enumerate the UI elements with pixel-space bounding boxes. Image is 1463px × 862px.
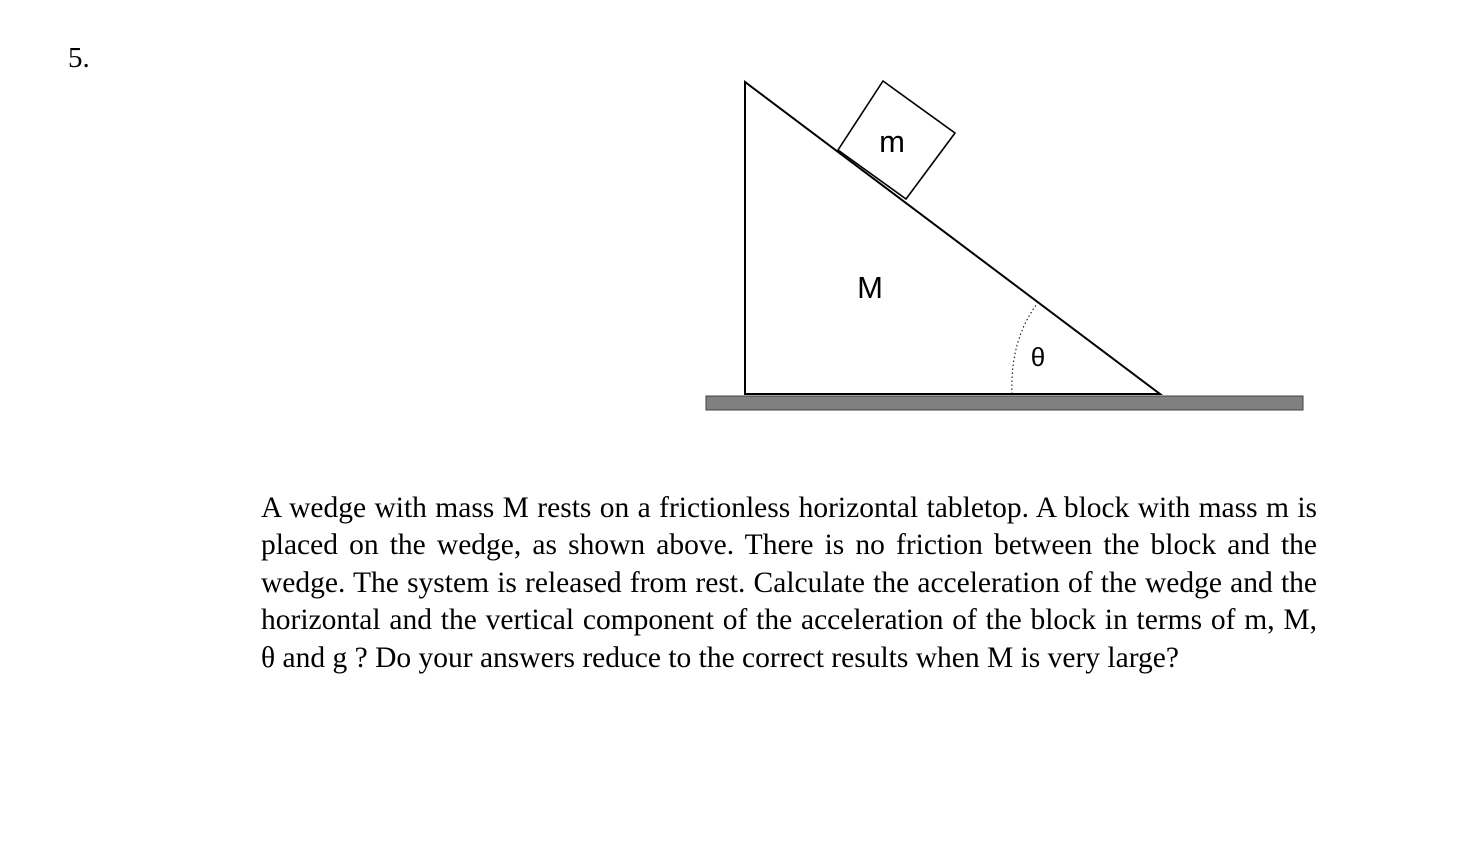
wedge-mass-label: M xyxy=(857,270,883,305)
tabletop xyxy=(706,396,1303,410)
problem-number: 5. xyxy=(68,42,90,74)
wedge xyxy=(745,82,1160,394)
problem-statement: A wedge with mass M rests on a frictionless horizontal tabletop. A block with mass m is placed on the wedge, as shown above. There is no friction between the block and the wedge. The system is released from rest. Calculate the acceleration of the wedge and the horizontal and the vertical component of the acceleration of the block in terms of m, M, θ and g ? Do your answers reduce to the correct results when M is very large? xyxy=(261,492,1317,674)
angle-label: θ xyxy=(1030,342,1046,372)
block-mass-label: m xyxy=(879,124,905,159)
